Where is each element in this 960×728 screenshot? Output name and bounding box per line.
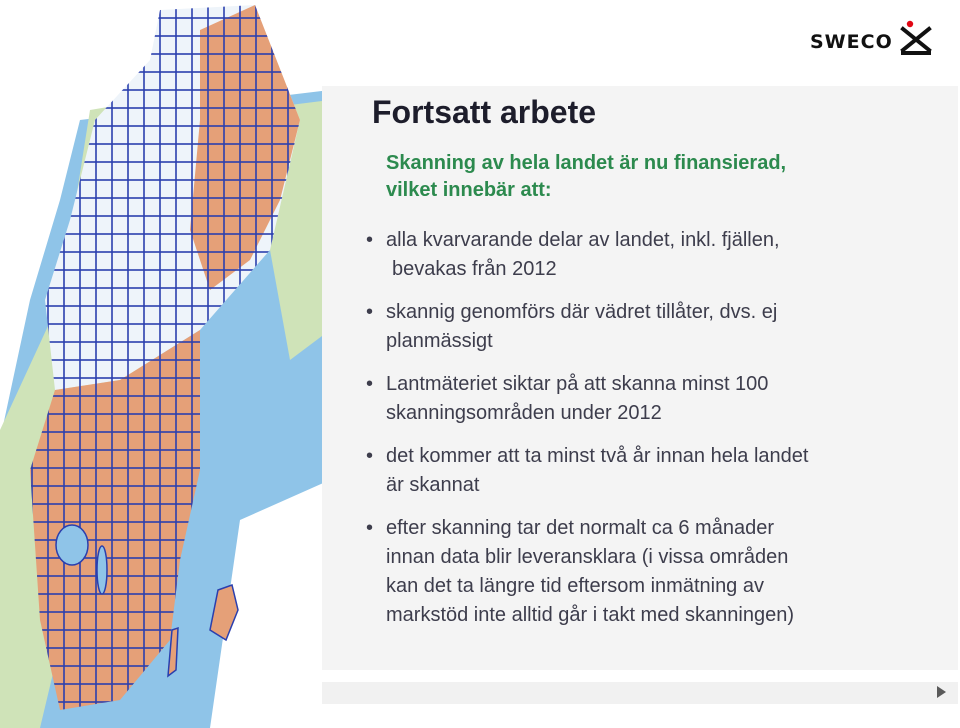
- sweco-x-icon: [899, 20, 933, 56]
- lake-vattern: [97, 546, 107, 594]
- bullet-line: • det kommer att ta minst två år innan hela landet: [386, 445, 809, 467]
- bullet-line: kan det ta längre tid eftersom inmätning av: [386, 575, 764, 597]
- bullet-item: [364, 226, 924, 284]
- lake-vanern: [56, 525, 88, 565]
- intro-line: Skanning av hela landet är nu finansierad,: [386, 152, 787, 174]
- intro-text: [386, 150, 906, 204]
- play-arrow-icon[interactable]: [937, 686, 946, 698]
- logo-text: SWECO: [810, 31, 893, 53]
- bullet-line: innan data blir leveransklara (i vissa områden: [386, 546, 789, 568]
- bullet-line: markstöd inte alltid går i takt med skanningen): [386, 604, 794, 626]
- bullet-line: • skannig genomförs där vädret tillåter, dvs. ej: [386, 301, 778, 323]
- intro-line: vilket innebär att:: [386, 179, 552, 201]
- bullet-line: • efter skanning tar det normalt ca 6 månader: [386, 517, 774, 539]
- bullet-line: bevakas från 2012: [392, 258, 557, 280]
- sweden-scan-map: [0, 0, 330, 728]
- bullet-line: • alla kvarvarande delar av landet, inkl. fjällen,: [386, 229, 780, 251]
- bullet-line: planmässigt: [386, 330, 493, 352]
- bullet-item: [364, 442, 924, 500]
- bullet-line: • Lantmäteriet siktar på att skanna minst 100: [386, 373, 769, 395]
- bullet-item: [364, 514, 924, 630]
- slide-title: Fortsatt arbete: [372, 94, 597, 130]
- slide-footer-bar: [322, 682, 958, 704]
- bullet-line: skanningsområden under 2012: [386, 402, 662, 424]
- bullet-list: [364, 226, 924, 644]
- bullet-line: är skannat: [386, 474, 480, 496]
- bullet-item: [364, 298, 924, 356]
- sweco-logo: [810, 18, 933, 58]
- bullet-item: [364, 370, 924, 428]
